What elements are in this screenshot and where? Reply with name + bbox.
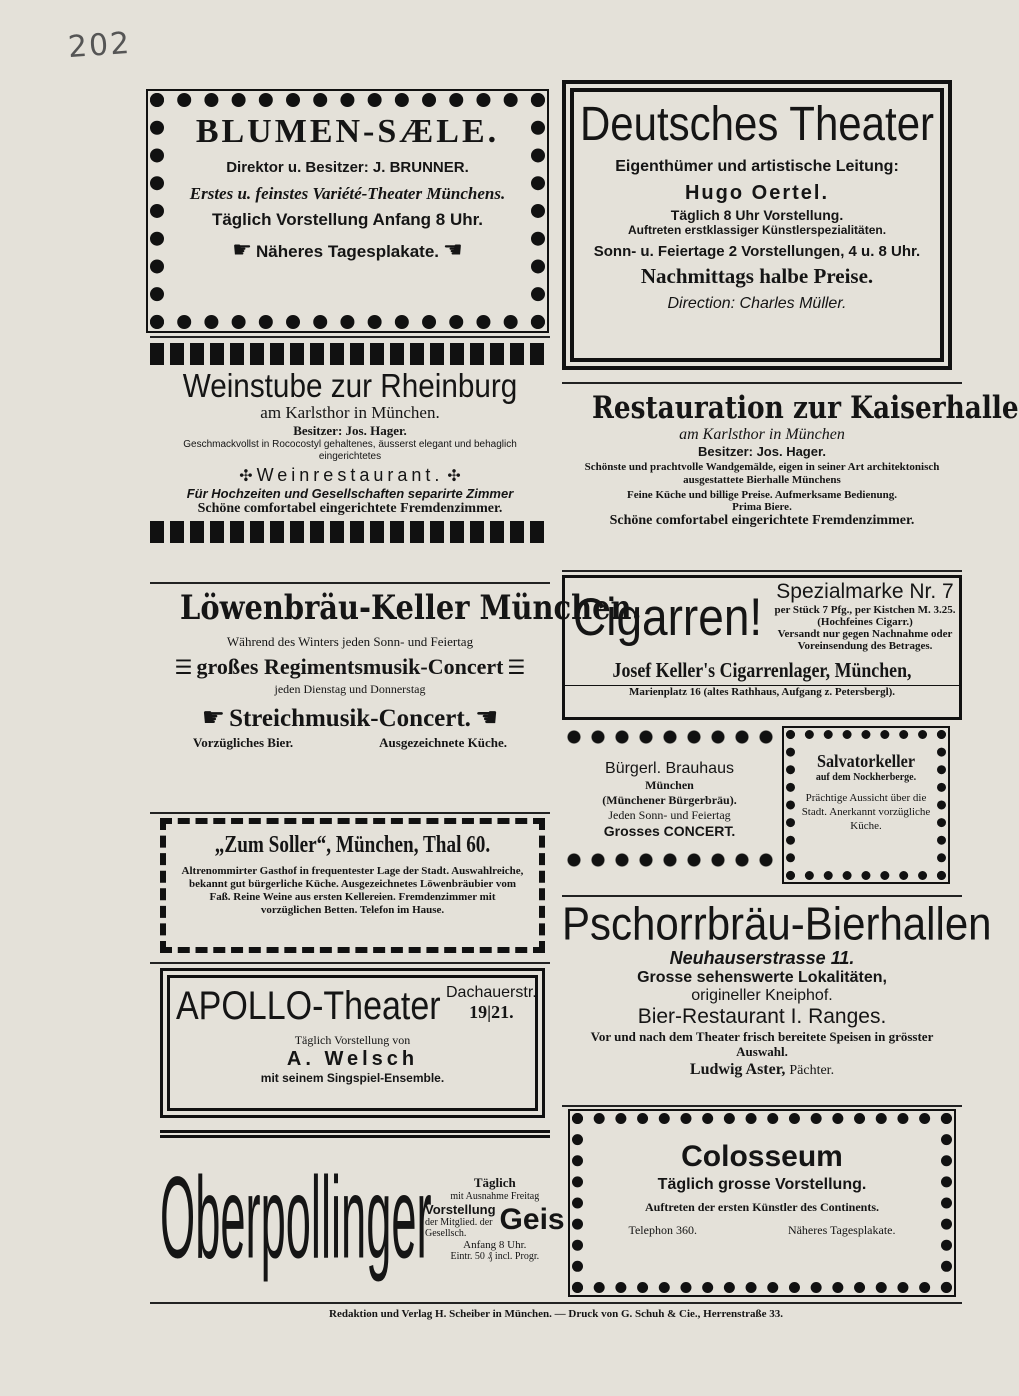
- ad-weinstube: [150, 343, 550, 575]
- ad-price: per Stück 7 Pfg., per Kistchen M. 3.25. (Hochfeines Cigarr.): [774, 604, 956, 628]
- ad-shipping: Versandt nur gegen Nachnahme oder Voreinsendung des Betrages.: [777, 628, 953, 652]
- ad-text: Altrenommirter Gasthof in frequentester Lage der Stadt. Auswahlreiche, bekannt gut bürgerliche Küche. Ausgezeichnetes Löwenbräubier vom Faß. Reine Weine aus ersten Kellereien. Fremdenzimmer mit vorzüglichen Betten. Telefon im Hause.: [181, 865, 524, 916]
- ad-location: am Karlsthor in München.: [260, 403, 440, 422]
- ad-restaurant: Weinrestaurant.: [256, 465, 444, 485]
- ad-concert: großes Regimentsmusik-Concert: [196, 654, 504, 679]
- ad-more: Näheres Tagesplakate.: [787, 1223, 896, 1237]
- ad-sub: (Münchener Bürgerbräu).: [602, 793, 737, 807]
- ad-days: Jeden Sonn- und Feiertag: [608, 808, 731, 822]
- ad-view: Prächtige Aussicht über die Stadt. Anerkannt vorzügliche Küche.: [801, 792, 931, 832]
- ad-members: der Mitglied. der Gesellsch.: [425, 1216, 493, 1239]
- bars-icon: ☰: [174, 655, 193, 679]
- ad-apollo-theater: [160, 968, 545, 1118]
- ad-title: Oberpollinger: [160, 1153, 432, 1283]
- ad-start: Anfang 8 Uhr.: [463, 1238, 527, 1251]
- ad-except: mit Ausnahme Freitag: [450, 1190, 540, 1202]
- ad-owner: Besitzer: Jos. Hager.: [293, 423, 407, 438]
- ad-concert: Grosses CONCERT.: [603, 823, 736, 839]
- divider: [150, 812, 550, 814]
- bead-border: [562, 728, 777, 746]
- ad-colosseum: [572, 1113, 952, 1293]
- divider: [562, 570, 962, 572]
- ad-kitchen: Feine Küche und billige Preise. Aufmerksame Bedienung.: [627, 489, 897, 501]
- bars-icon: ☰: [507, 655, 526, 679]
- ad-phone: Telephon 360.: [628, 1223, 697, 1237]
- star-border: [150, 521, 550, 543]
- ad-brauhaus: [562, 728, 777, 888]
- ad-owner: Eigenthümer und artistische Leitung:: [615, 158, 899, 175]
- ad-artists: Auftreten erstklassiger Künstlerspezialitäten.: [627, 223, 887, 237]
- bead-border: [562, 851, 777, 869]
- ad-salvatorkeller: [786, 730, 946, 880]
- divider: [150, 582, 550, 584]
- ad-daily: Täglich: [473, 1174, 516, 1190]
- ad-title: Pschorrbräu-Bierhallen: [562, 897, 992, 950]
- ad-ensemble: mit seinem Singspiel-Ensemble.: [260, 1071, 445, 1085]
- ad-pub: origineller Kneiphof.: [691, 987, 833, 1004]
- ad-guest: Schöne comfortabel eingerichtete Fremdenzimmer.: [609, 513, 915, 528]
- ad-daily: Täglich 8 Uhr Vorstellung.: [670, 207, 844, 223]
- imprint-footer: Redaktion und Verlag H. Scheiber in München. — Druck von G. Schuh & Cie., Herrenstraße 33.: [329, 1308, 783, 1320]
- ad-rooms: Für Hochzeiten und Gesellschaften separirte Zimmer: [186, 486, 514, 501]
- ad-name: Hugo Oertel.: [684, 182, 829, 204]
- ad-daily: Täglich Vorstellung Anfang 8 Uhr.: [211, 210, 484, 229]
- ad-owner: Besitzer: Jos. Hager.: [698, 444, 826, 459]
- page-number: 202: [66, 25, 133, 66]
- ad-oberpollinger: [160, 1130, 565, 1300]
- divider: [562, 382, 962, 384]
- ad-days: jeden Dienstag und Donnerstag: [274, 682, 426, 696]
- ad-sunday: Sonn- u. Feiertage 2 Vorstellungen, 4 u. 8 Uhr.: [593, 243, 921, 260]
- ad-name: Geis: [499, 1203, 565, 1236]
- ad-kaiserhalle: [562, 390, 1019, 565]
- ad-rank: Bier-Restaurant I. Ranges.: [637, 1005, 887, 1028]
- ad-deutsches-theater: [562, 80, 952, 370]
- ad-loewenbraeu: [150, 588, 642, 803]
- pointing-hand-icon: ☚: [474, 703, 499, 733]
- divider: [562, 1105, 962, 1107]
- ad-daily: Täglich Vorstellung von: [294, 1033, 411, 1047]
- ad-afternoon: Nachmittags halbe Preise.: [640, 264, 874, 288]
- ad-beer: Vorzügliches Bier.: [193, 735, 294, 750]
- ad-title: Cigarren!: [573, 586, 763, 647]
- ad-entry: Eintr. 50 ₰ incl. Progr.: [450, 1250, 540, 1262]
- divider: [150, 336, 550, 338]
- ad-title: Restauration zur Kaiserhalle: [592, 390, 1019, 426]
- ad-food: Vor und nach dem Theater frisch bereitete Speisen in grösster Auswahl.: [590, 1029, 934, 1059]
- pointing-hand-icon: ☚: [443, 238, 463, 263]
- ad-address: Marienplatz 16 (altes Rathhaus, Aufgang z. Petersbergl).: [565, 685, 959, 698]
- ad-title: BLUMEN-SÆLE.: [195, 113, 500, 150]
- ad-cigarren: [562, 575, 962, 720]
- ad-sights: Grosse sehenswerte Lokalitäten,: [637, 969, 887, 986]
- ad-owner: Ludwig Aster,: [689, 1061, 786, 1078]
- ad-location: auf dem Nockherberge.: [815, 772, 917, 783]
- ad-show: Vorstellung: [425, 1201, 496, 1217]
- ad-more: Näheres Tagesplakate.: [256, 242, 439, 261]
- ad-title: Salvatorkeller: [816, 751, 916, 771]
- ad-kitchen: Ausgezeichnete Küche.: [379, 735, 507, 750]
- ad-title: Colosseum: [681, 1140, 843, 1173]
- ad-title: Bürgerl. Brauhaus: [605, 760, 734, 777]
- ad-guest: Schöne comfortabel eingerichtete Fremdenzimmer.: [197, 501, 503, 516]
- ad-name: A. Welsch: [286, 1048, 419, 1070]
- ad-direction: Direction: Charles Müller.: [667, 295, 847, 312]
- ad-street: Neuhauserstrasse 11.: [669, 948, 855, 968]
- ornament-icon: ✣: [447, 466, 461, 485]
- ad-role: Pächter.: [789, 1063, 835, 1078]
- ad-owner: Direktor u. Besitzer: J. BRUNNER.: [226, 159, 469, 176]
- pointing-hand-icon: ☛: [232, 238, 252, 263]
- ad-title: Deutsches Theater: [579, 96, 935, 151]
- ad-title: Löwenbräu-Keller München.: [180, 588, 642, 628]
- ad-beer: Prima Biere.: [732, 501, 792, 513]
- ad-title: APOLLO-Theater: [176, 984, 441, 1028]
- ad-title: Weinstube zur Rheinburg: [182, 367, 518, 404]
- ad-artists: Auftreten der ersten Künstler des Continents.: [645, 1200, 879, 1214]
- ad-pschorrbraeu: [562, 897, 992, 1100]
- ad-desc: Schönste und prachtvolle Wandgemälde, eigen in seiner Art architektonisch ausgestattete Bierhalle Münchens: [584, 461, 940, 486]
- divider: [150, 1302, 962, 1304]
- ad-location: am Karlsthor in München: [679, 426, 845, 443]
- ornament-icon: ✣: [239, 466, 253, 485]
- ad-zum-soller: [160, 818, 545, 953]
- divider: [150, 962, 550, 964]
- ad-street: Dachauerstr.: [446, 984, 537, 1001]
- ad-title: „Zum Soller“, München, Thal 60.: [214, 832, 491, 858]
- ad-desc: Geschmackvollst in Rococostyl gehaltenes, äusserst elegant und behaglich eingerichtetes: [183, 439, 517, 462]
- star-border: [150, 343, 550, 365]
- ad-brand: Spezialmarke Nr. 7: [776, 580, 954, 603]
- ad-city: München: [645, 778, 694, 792]
- ad-shop: Josef Keller's Cigarrenlager, München,: [612, 658, 912, 682]
- pointing-hand-icon: ☛: [201, 703, 226, 733]
- ad-blumen-saele: [150, 93, 545, 329]
- ad-daily: Täglich grosse Vorstellung.: [657, 1176, 867, 1193]
- ad-strings: Streichmusik-Concert.: [229, 705, 471, 732]
- ad-tagline: Erstes u. feinstes Variété-Theater Münchens.: [189, 184, 506, 203]
- ad-winter: Während des Winters jeden Sonn- und Feiertag: [226, 634, 474, 649]
- ad-number: 19|21.: [469, 1002, 514, 1022]
